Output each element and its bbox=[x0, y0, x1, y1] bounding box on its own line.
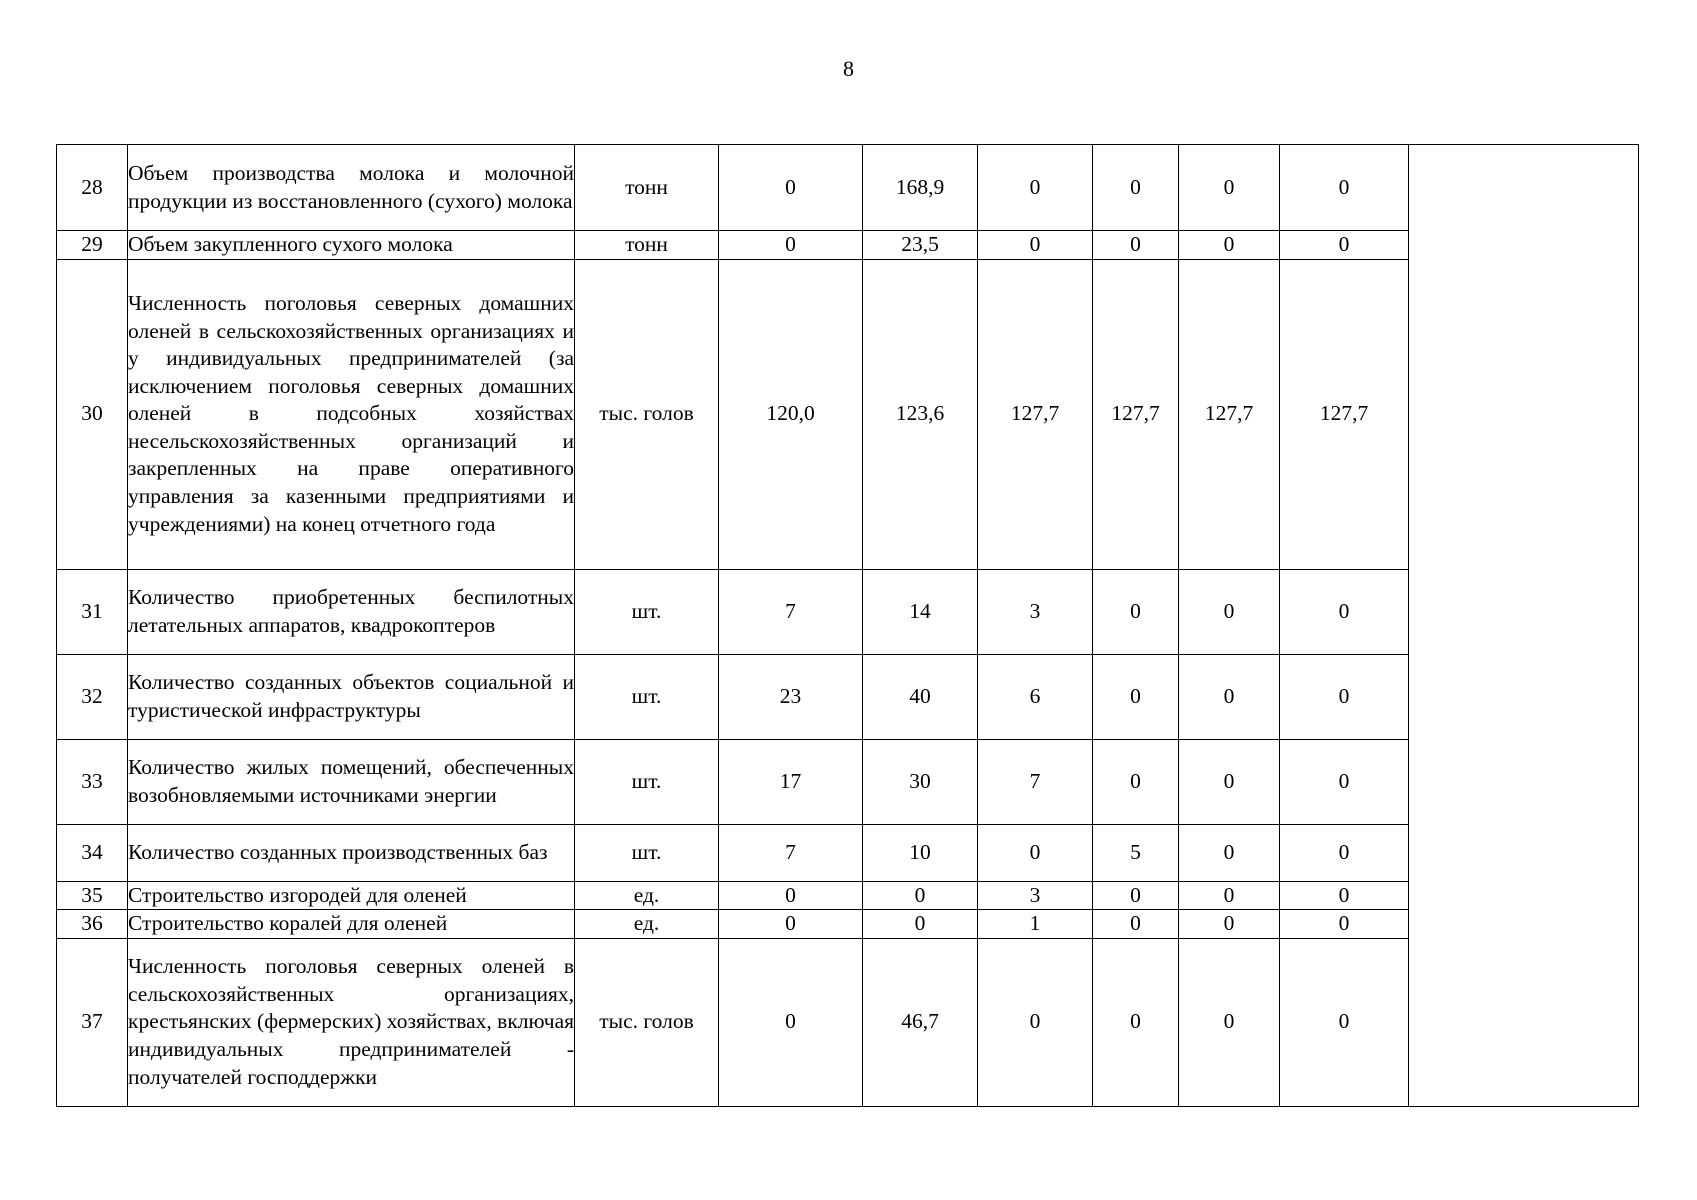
value-3: 0 bbox=[978, 824, 1093, 881]
value-1: 7 bbox=[719, 569, 863, 654]
value-4: 0 bbox=[1093, 145, 1179, 231]
value-2: 23,5 bbox=[863, 231, 978, 260]
value-3: 3 bbox=[978, 569, 1093, 654]
indicator-name: Численность поголовья северных домашних оленей в сельскохозяйственных организациях и у индивидуальных предпринимателей (за исключением поголовья северных домашних оленей в подсобных хозяйствах несельскохозяйственных организаций и закрепленных на праве оперативного управления за казенными предприятиями и учреждениями) на конец отчетного года bbox=[128, 259, 575, 569]
value-3: 6 bbox=[978, 654, 1093, 739]
row-number: 36 bbox=[57, 910, 128, 939]
indicator-name: Количество созданных производственных баз bbox=[128, 824, 575, 881]
value-3: 0 bbox=[978, 938, 1093, 1106]
merged-empty-column bbox=[1409, 145, 1639, 1107]
value-1: 120,0 bbox=[719, 259, 863, 569]
row-number: 30 bbox=[57, 259, 128, 569]
value-6: 0 bbox=[1280, 231, 1409, 260]
unit: тыс. голов bbox=[575, 259, 719, 569]
table-row bbox=[57, 938, 1639, 1106]
unit: тонн bbox=[575, 231, 719, 260]
value-4: 0 bbox=[1093, 654, 1179, 739]
row-number: 37 bbox=[57, 938, 128, 1106]
table-row bbox=[57, 824, 1639, 881]
unit: ед. bbox=[575, 910, 719, 939]
value-6: 0 bbox=[1280, 569, 1409, 654]
value-1: 0 bbox=[719, 938, 863, 1106]
value-5: 0 bbox=[1179, 654, 1280, 739]
unit: тонн bbox=[575, 145, 719, 231]
value-4: 0 bbox=[1093, 881, 1179, 910]
value-4: 127,7 bbox=[1093, 259, 1179, 569]
table-row bbox=[57, 910, 1639, 939]
table-row bbox=[57, 231, 1639, 260]
value-3: 1 bbox=[978, 910, 1093, 939]
value-1: 0 bbox=[719, 910, 863, 939]
indicator-name: Объем производства молока и молочной продукции из восстановленного (сухого) молока bbox=[128, 145, 575, 231]
value-1: 23 bbox=[719, 654, 863, 739]
value-2: 0 bbox=[863, 881, 978, 910]
value-5: 0 bbox=[1179, 569, 1280, 654]
value-5: 0 bbox=[1179, 881, 1280, 910]
unit: ед. bbox=[575, 881, 719, 910]
value-4: 0 bbox=[1093, 938, 1179, 1106]
value-6: 0 bbox=[1280, 145, 1409, 231]
value-6: 0 bbox=[1280, 910, 1409, 939]
value-3: 7 bbox=[978, 739, 1093, 824]
value-4: 0 bbox=[1093, 569, 1179, 654]
unit: тыс. голов bbox=[575, 938, 719, 1106]
value-5: 0 bbox=[1179, 910, 1280, 939]
value-2: 40 bbox=[863, 654, 978, 739]
value-5: 0 bbox=[1179, 739, 1280, 824]
indicator-name: Количество приобретенных беспилотных летательных аппаратов, квадрокоптеров bbox=[128, 569, 575, 654]
unit: шт. bbox=[575, 824, 719, 881]
value-1: 17 bbox=[719, 739, 863, 824]
value-2: 46,7 bbox=[863, 938, 978, 1106]
value-1: 0 bbox=[719, 231, 863, 260]
indicator-name: Объем закупленного сухого молока bbox=[128, 231, 575, 260]
value-3: 127,7 bbox=[978, 259, 1093, 569]
value-1: 0 bbox=[719, 881, 863, 910]
indicator-name: Количество жилых помещений, обеспеченных возобновляемыми источниками энергии bbox=[128, 739, 575, 824]
value-6: 0 bbox=[1280, 938, 1409, 1106]
value-3: 0 bbox=[978, 145, 1093, 231]
value-4: 5 bbox=[1093, 824, 1179, 881]
value-2: 168,9 bbox=[863, 145, 978, 231]
table-row bbox=[57, 569, 1639, 654]
value-1: 7 bbox=[719, 824, 863, 881]
table-row bbox=[57, 259, 1639, 569]
value-6: 127,7 bbox=[1280, 259, 1409, 569]
row-number: 28 bbox=[57, 145, 128, 231]
row-number: 32 bbox=[57, 654, 128, 739]
value-6: 0 bbox=[1280, 824, 1409, 881]
value-5: 0 bbox=[1179, 938, 1280, 1106]
value-2: 30 bbox=[863, 739, 978, 824]
value-2: 0 bbox=[863, 910, 978, 939]
table-row bbox=[57, 654, 1639, 739]
indicator-name: Количество созданных объектов социальной и туристической инфраструктуры bbox=[128, 654, 575, 739]
value-2: 123,6 bbox=[863, 259, 978, 569]
unit: шт. bbox=[575, 739, 719, 824]
value-6: 0 bbox=[1280, 881, 1409, 910]
table-row bbox=[57, 881, 1639, 910]
row-number: 34 bbox=[57, 824, 128, 881]
value-6: 0 bbox=[1280, 654, 1409, 739]
indicator-name: Численность поголовья северных оленей в сельскохозяйственных организациях, крестьянских (фермерских) хозяйствах, включая индивидуальных предпринимателей - получателей господдержки bbox=[128, 938, 575, 1106]
row-number: 31 bbox=[57, 569, 128, 654]
value-5: 0 bbox=[1179, 231, 1280, 260]
unit: шт. bbox=[575, 569, 719, 654]
value-2: 10 bbox=[863, 824, 978, 881]
row-number: 33 bbox=[57, 739, 128, 824]
row-number: 35 bbox=[57, 881, 128, 910]
row-number: 29 bbox=[57, 231, 128, 260]
table-row bbox=[57, 739, 1639, 824]
indicator-name: Строительство изгородей для оленей bbox=[128, 881, 575, 910]
value-2: 14 bbox=[863, 569, 978, 654]
value-6: 0 bbox=[1280, 739, 1409, 824]
value-4: 0 bbox=[1093, 910, 1179, 939]
value-4: 0 bbox=[1093, 231, 1179, 260]
page-number: 8 bbox=[843, 56, 854, 81]
value-3: 3 bbox=[978, 881, 1093, 910]
indicator-name: Строительство коралей для оленей bbox=[128, 910, 575, 939]
value-1: 0 bbox=[719, 145, 863, 231]
value-3: 0 bbox=[978, 231, 1093, 260]
indicators-table bbox=[56, 144, 1639, 1107]
value-5: 127,7 bbox=[1179, 259, 1280, 569]
value-5: 0 bbox=[1179, 145, 1280, 231]
unit: шт. bbox=[575, 654, 719, 739]
value-5: 0 bbox=[1179, 824, 1280, 881]
table-row bbox=[57, 145, 1639, 231]
value-4: 0 bbox=[1093, 739, 1179, 824]
